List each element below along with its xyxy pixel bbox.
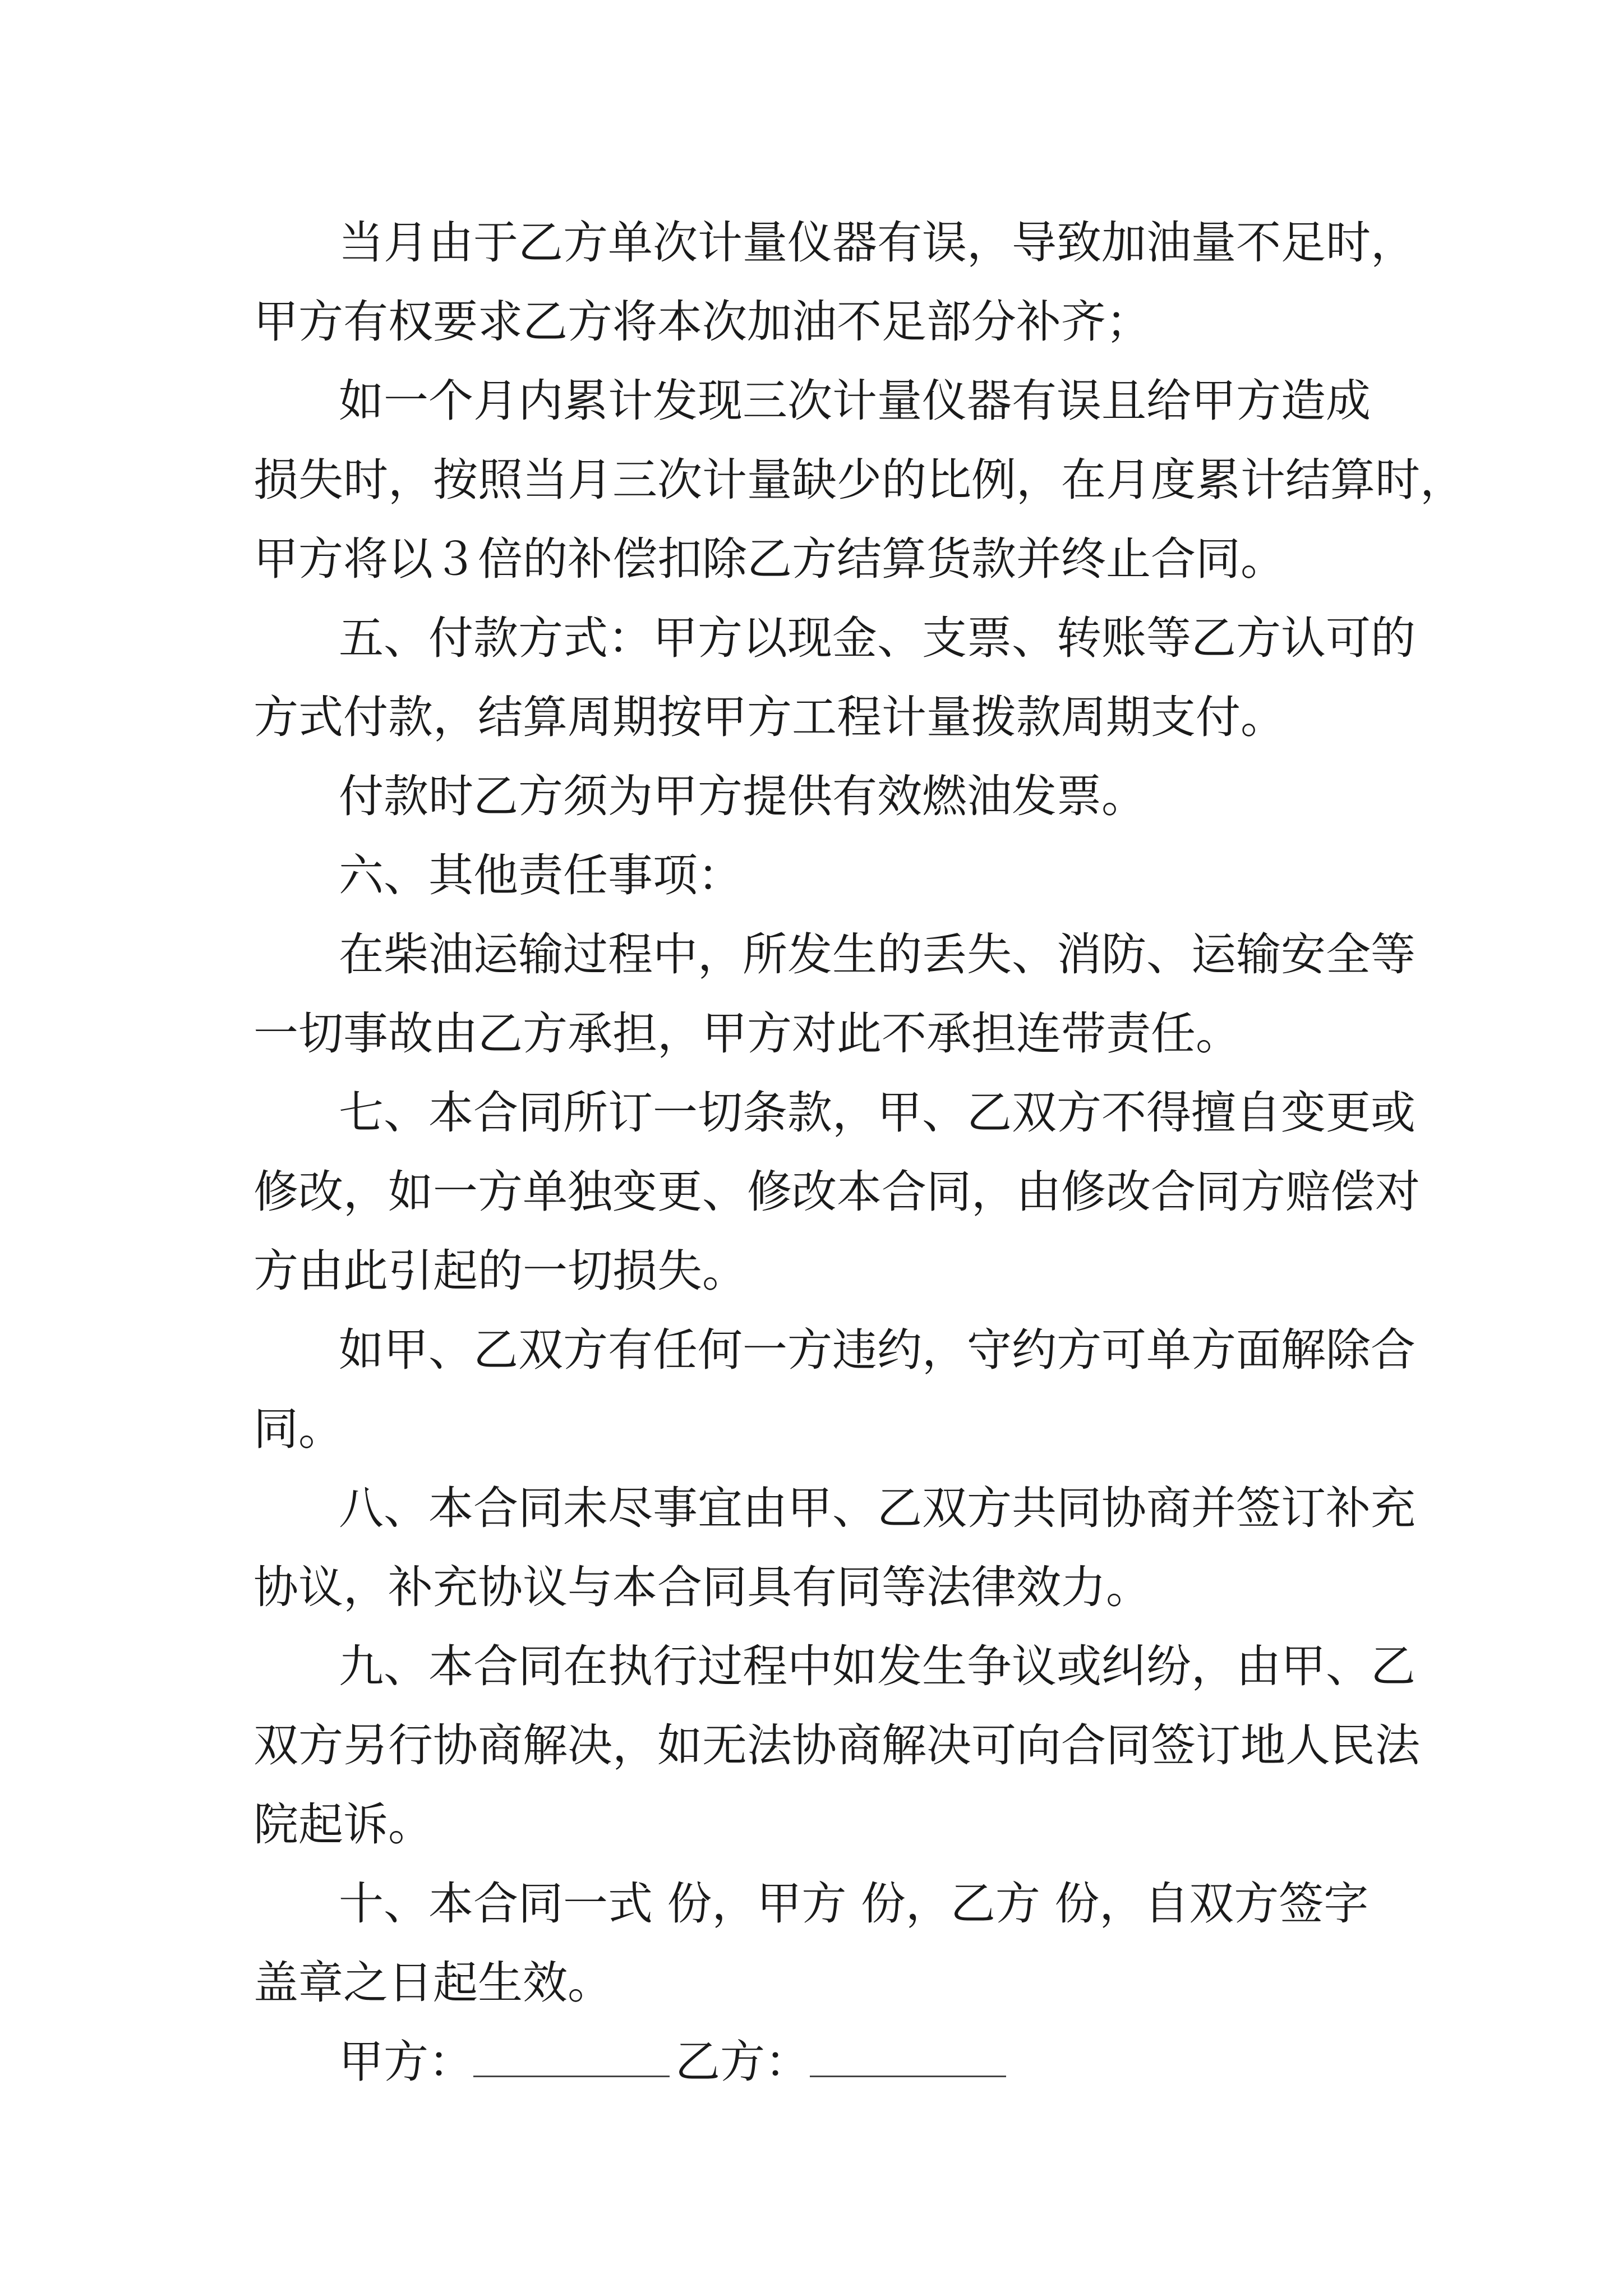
- paragraph: [253, 361, 1465, 599]
- text-line: 甲方将以３倍的补偿扣除乙方结算货款并终止合同。: [253, 533, 1285, 585]
- paragraph: [253, 1073, 1420, 1310]
- text-line: 院起诉。: [253, 1798, 433, 1851]
- section-heading: [253, 836, 1375, 915]
- text-line: 如甲、乙双方有任何一方违约，守约方可单方面解除合: [339, 1324, 1415, 1376]
- text-line: 在柴油运输过程中，所发生的丢失、消防、运输安全等: [339, 928, 1415, 981]
- text-line: 甲方有权要求乙方将本次加油不足部分补齐；: [253, 296, 1151, 348]
- paragraph: [253, 599, 1415, 757]
- text-line: 九、本合同在执行过程中如发生争议或纠纷，由甲、乙: [339, 1640, 1415, 1692]
- text-line: 协议，补充协议与本合同具有同等法律效力。: [253, 1561, 1151, 1613]
- document-body: [253, 203, 1465, 2101]
- text-line: 付款时乙方须为甲方提供有效燃油发票。: [339, 770, 1146, 822]
- paragraph: [253, 1469, 1415, 1627]
- party-a-label: 甲方：: [339, 2036, 473, 2088]
- paragraph: [253, 1310, 1415, 1469]
- text-line: 八、本合同未尽事宜由甲、乙双方共同协商并签订补充: [339, 1482, 1415, 1534]
- signature-row: [253, 2022, 1375, 2101]
- text-line: 六、其他责任事项：: [339, 849, 743, 901]
- text-line: 七、本合同所订一切条款，甲、乙双方不得擅自变更或: [339, 1087, 1415, 1139]
- text-line: 损失时，按照当月三次计量缺少的比例，在月度累计结算时，: [253, 454, 1465, 506]
- party-a-signature-blank[interactable]: [473, 2036, 670, 2077]
- party-b-signature-blank[interactable]: [810, 2036, 1006, 2077]
- text-line: 同。: [253, 1403, 343, 1455]
- text-line: 方由此引起的一切损失。: [253, 1245, 747, 1297]
- text-line: 当月由于乙方单次计量仪器有误，导致加油量不足时，: [339, 217, 1415, 269]
- text-line: 如一个月内累计发现三次计量仪器有误且给甲方造成: [339, 375, 1371, 427]
- text-line: 双方另行协商解决，如无法协商解决可向合同签订地人民法: [253, 1719, 1420, 1772]
- text-line: 一切事故由乙方承担，甲方对此不承担连带责任。: [253, 1007, 1241, 1060]
- text-line: 五、付款方式：甲方以现金、支票、转账等乙方认可的: [339, 612, 1415, 664]
- text-line: 盖章之日起生效。: [253, 1957, 612, 2009]
- text-line: 修改，如一方单独变更、修改本合同，由修改合同方赔偿对: [253, 1166, 1420, 1218]
- party-b-label: 乙方：: [675, 2036, 810, 2088]
- paragraph: [253, 915, 1415, 1073]
- paragraph: [253, 1627, 1420, 1864]
- paragraph: [253, 1864, 1375, 2022]
- text-line: 方式付款，结算周期按甲方工程计量拨款周期支付。: [253, 691, 1285, 743]
- paragraph: [253, 757, 1375, 836]
- text-line: 十、本合同一式 份，甲方 份，乙方 份，自双方签字: [339, 1878, 1369, 1930]
- paragraph: [253, 203, 1415, 361]
